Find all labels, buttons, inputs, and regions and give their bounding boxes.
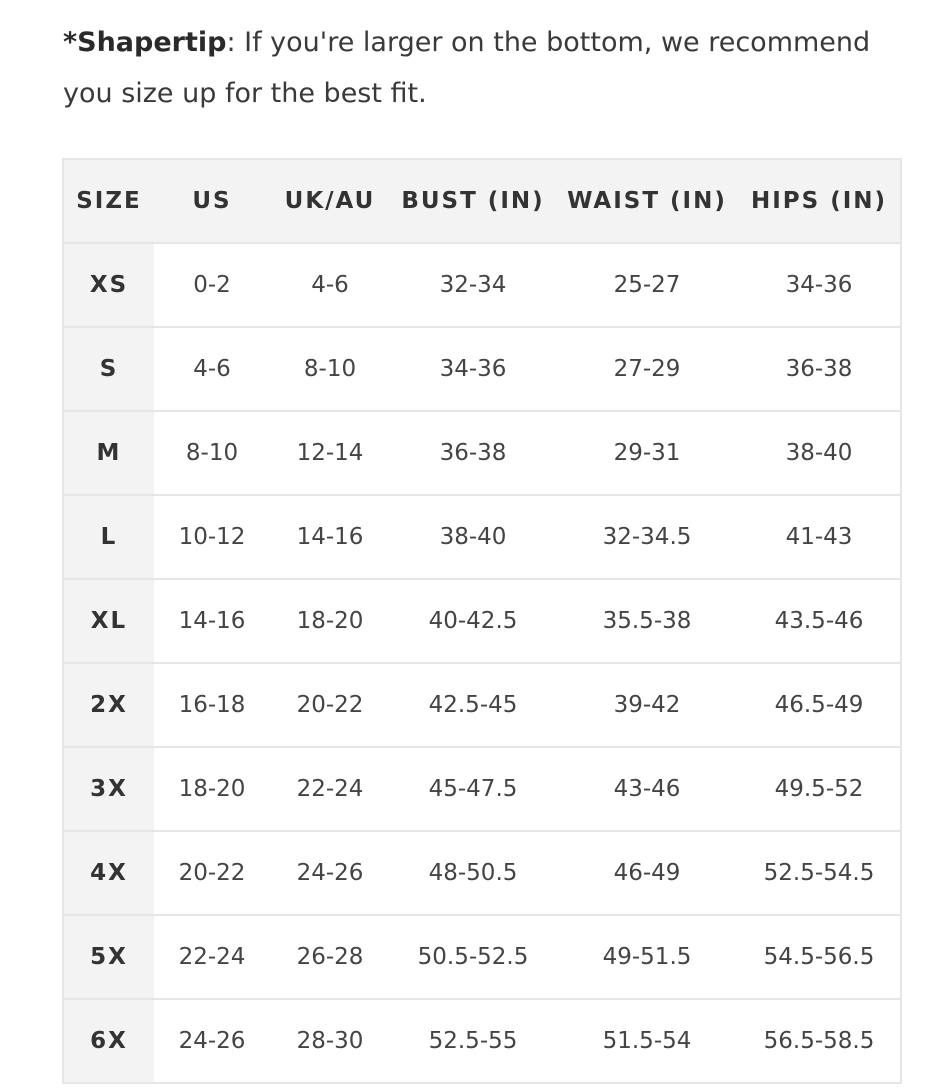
cell-bust: 32-34 (390, 243, 556, 327)
table-row (63, 495, 901, 579)
cell-us: 22-24 (154, 915, 270, 999)
shapertip-label: *Shapertip (63, 27, 227, 58)
table-header-row (63, 159, 901, 243)
cell-us: 4-6 (154, 327, 270, 411)
cell-bust: 36-38 (390, 411, 556, 495)
cell-us: 0-2 (154, 243, 270, 327)
table-row (63, 579, 901, 663)
shapertip-text: : If you're larger on the bottom, we recommend you size up for the best fit. (63, 27, 871, 109)
table-row (63, 915, 901, 999)
cell-uk-au: 20-22 (270, 663, 390, 747)
header-us: US (154, 159, 270, 243)
cell-waist: 27-29 (556, 327, 738, 411)
cell-size: 6X (63, 999, 154, 1083)
cell-hips: 38-40 (738, 411, 901, 495)
cell-size: XL (63, 579, 154, 663)
cell-uk-au: 14-16 (270, 495, 390, 579)
header-waist: WAIST (IN) (556, 159, 738, 243)
cell-size: L (63, 495, 154, 579)
shapertip-note (63, 17, 923, 119)
cell-hips: 43.5-46 (738, 579, 901, 663)
header-uk-au: UK/AU (270, 159, 390, 243)
cell-us: 20-22 (154, 831, 270, 915)
cell-us: 16-18 (154, 663, 270, 747)
cell-us: 8-10 (154, 411, 270, 495)
cell-hips: 56.5-58.5 (738, 999, 901, 1083)
cell-hips: 34-36 (738, 243, 901, 327)
cell-uk-au: 26-28 (270, 915, 390, 999)
table-row (63, 243, 901, 327)
cell-uk-au: 18-20 (270, 579, 390, 663)
table-row (63, 999, 901, 1083)
header-bust: BUST (IN) (390, 159, 556, 243)
cell-bust: 48-50.5 (390, 831, 556, 915)
table-row (63, 327, 901, 411)
cell-size: 3X (63, 747, 154, 831)
table-body (63, 243, 901, 1083)
cell-bust: 52.5-55 (390, 999, 556, 1083)
cell-hips: 36-38 (738, 327, 901, 411)
cell-uk-au: 28-30 (270, 999, 390, 1083)
cell-uk-au: 24-26 (270, 831, 390, 915)
cell-uk-au: 22-24 (270, 747, 390, 831)
cell-waist: 35.5-38 (556, 579, 738, 663)
table-row (63, 831, 901, 915)
cell-us: 24-26 (154, 999, 270, 1083)
cell-waist: 25-27 (556, 243, 738, 327)
size-chart-table (62, 158, 902, 1084)
cell-waist: 51.5-54 (556, 999, 738, 1083)
cell-hips: 52.5-54.5 (738, 831, 901, 915)
table-row (63, 663, 901, 747)
cell-bust: 50.5-52.5 (390, 915, 556, 999)
header-hips: HIPS (IN) (738, 159, 901, 243)
cell-bust: 45-47.5 (390, 747, 556, 831)
cell-size: 2X (63, 663, 154, 747)
cell-uk-au: 12-14 (270, 411, 390, 495)
header-size: SIZE (63, 159, 154, 243)
cell-hips: 41-43 (738, 495, 901, 579)
table-row (63, 747, 901, 831)
cell-waist: 29-31 (556, 411, 738, 495)
table-row (63, 411, 901, 495)
cell-waist: 32-34.5 (556, 495, 738, 579)
cell-uk-au: 8-10 (270, 327, 390, 411)
cell-waist: 46-49 (556, 831, 738, 915)
cell-hips: 49.5-52 (738, 747, 901, 831)
cell-bust: 38-40 (390, 495, 556, 579)
cell-us: 18-20 (154, 747, 270, 831)
cell-size: XS (63, 243, 154, 327)
cell-waist: 39-42 (556, 663, 738, 747)
cell-bust: 34-36 (390, 327, 556, 411)
cell-uk-au: 4-6 (270, 243, 390, 327)
cell-size: M (63, 411, 154, 495)
cell-waist: 43-46 (556, 747, 738, 831)
cell-size: 4X (63, 831, 154, 915)
cell-hips: 54.5-56.5 (738, 915, 901, 999)
cell-size: S (63, 327, 154, 411)
cell-us: 14-16 (154, 579, 270, 663)
cell-bust: 42.5-45 (390, 663, 556, 747)
cell-us: 10-12 (154, 495, 270, 579)
cell-waist: 49-51.5 (556, 915, 738, 999)
cell-hips: 46.5-49 (738, 663, 901, 747)
cell-size: 5X (63, 915, 154, 999)
cell-bust: 40-42.5 (390, 579, 556, 663)
